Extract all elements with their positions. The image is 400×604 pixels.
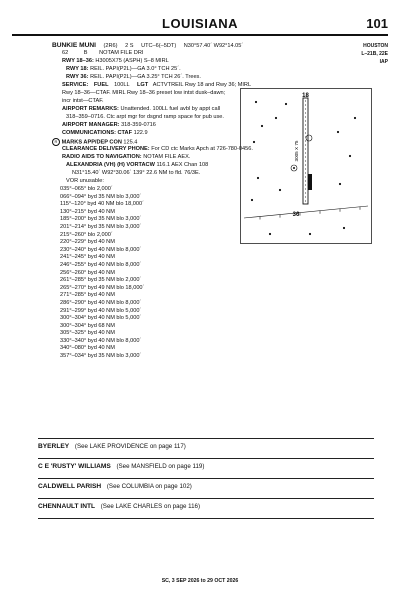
- section-rule-1: [38, 438, 374, 439]
- manager-text: 318-359-0716: [121, 122, 156, 128]
- state-title: LOUISIANA: [162, 16, 238, 31]
- approach-label: MARKS APP/DEP CON: [61, 139, 122, 146]
- page-number: 101: [366, 16, 388, 31]
- vortac-label: ALEXANDRIA (VH) (H) VORTACW: [66, 162, 155, 168]
- vor-unusable-item: 115°–120° byd 40 NM blo 18,000´: [60, 201, 144, 208]
- section-rule-4: [38, 498, 374, 499]
- vor-unusable-item: 300°–304° byd 68 NM: [60, 322, 115, 329]
- airport-name: BUNKIE MUNI: [52, 42, 96, 49]
- section-byerley: [38, 443, 186, 450]
- section-note: (See MANSFIELD on page 119): [116, 463, 205, 470]
- service-line3: incr intst—CTAF.: [62, 98, 104, 104]
- header-rule: [12, 34, 388, 36]
- clearance-line: [62, 146, 253, 154]
- rwy-top-label: 18: [302, 93, 309, 99]
- rwy36-label: RWY 36:: [66, 74, 89, 80]
- section-caldwell-parish: [38, 483, 192, 490]
- section-name: BYERLEY: [38, 443, 70, 450]
- vor-unusable-item: 340°–080° byd 40 NM: [60, 345, 115, 352]
- rwy-bottom-label: 36: [292, 212, 300, 218]
- vor-unusable-item: 246°–255° byd 40 NM blo 8,000´: [60, 261, 142, 268]
- airport-utc: UTC–6(–5DT): [141, 43, 177, 49]
- airport-fuel-grade: B: [83, 50, 88, 56]
- section-rule-2: [38, 458, 374, 459]
- airport-coords: N30°57.40´ W92°14.05´: [183, 43, 244, 49]
- radio-label: RADIO AIDS TO NAVIGATION:: [62, 154, 142, 160]
- section-note: (See LAKE PROVIDENCE on page 117): [74, 443, 186, 450]
- remarks-text: Unattended. 100LL fuel avbl by appt call: [120, 106, 221, 112]
- chart-label: L–21B, 22E: [361, 51, 388, 57]
- vor-unusable-item: 300°–304° byd 40 NM blo 5,000´: [60, 315, 142, 322]
- vor-unusable-item: 286°–290° byd 40 NM blo 8,000´: [60, 299, 142, 306]
- vor-unusable-item: 261°–285° byd 35 NM blo 2,000´: [60, 277, 142, 284]
- vor-unusable-item: 220°–229° byd 40 NM: [60, 239, 115, 246]
- powerline: [244, 206, 368, 220]
- vor-unusable-item: 357°–034° byd 35 NM blo 3,000´: [60, 353, 142, 360]
- rwy18-label: RWY 18:: [66, 66, 89, 72]
- vor-unusable-item: 185°–200° byd 35 NM blo 3,000´: [60, 216, 142, 223]
- clearance-text: For CD ctc Marks Apch at 726-780-0456.: [151, 146, 253, 152]
- radio-text: NOTAM FILE AEX.: [143, 154, 191, 160]
- footer-validity: SC, 3 SEP 2026 to 29 OCT 2026: [161, 578, 239, 584]
- fuel-text: 100LL: [114, 82, 130, 88]
- rwy-dims-label: 3005 X 75: [294, 140, 299, 162]
- vortac-position: N31°15.40´ W92°30.06´ 139° 22.6 NM to fld. 76/3E.: [72, 170, 201, 176]
- airport-notam: NOTAM FILE DRI: [99, 50, 144, 56]
- vor-unusable-item: 066°–094° byd 35 NM blo 3,000´: [60, 193, 142, 200]
- south-obstructions: [269, 227, 345, 235]
- comm-text: 122.9: [133, 130, 148, 136]
- vor-unusable-item: 201°–214° byd 35 NM blo 3,000´: [60, 223, 142, 230]
- airport-elev: 62: [62, 50, 69, 56]
- vor-unusable-item: 230°–240° byd 40 NM blo 8,000´: [60, 246, 142, 253]
- rwy36-text: REIL. PAPI(P2L)—GA 3.25° TCH 26´. Trees.: [90, 74, 201, 80]
- section-rule-3: [38, 478, 374, 479]
- manager-line: [62, 122, 156, 130]
- clearance-label: CLEARANCE DELIVERY PHONE:: [62, 146, 150, 152]
- airport-diagram: [240, 88, 372, 244]
- section-note: (See LAKE CHARLES on page 116): [100, 503, 201, 510]
- vor-unusable-item: 215°–260° blo 2,000´: [60, 231, 113, 238]
- vor-unusable-item: 130°–215° byd 40 NM: [60, 208, 115, 215]
- lgt-label: LGT: [136, 82, 149, 88]
- lgt-text: ACTVTREIL Rwy 18 and Rwy 36; MIRL: [152, 82, 252, 88]
- vor-unusable-item: 291°–299° byd 40 NM blo 5,000´: [60, 307, 142, 314]
- service-label: SERVICE:: [62, 82, 89, 88]
- airport-subline: [62, 50, 143, 58]
- comm-line: [62, 130, 148, 138]
- vor-unusable-item: 265°–270° byd 49 NM blo 18,000´: [60, 284, 145, 291]
- section-rusty-williams: [38, 463, 204, 470]
- section-name: CALDWELL PARISH: [38, 483, 102, 490]
- iap-label: IAP: [379, 59, 388, 65]
- apron: [308, 174, 312, 190]
- vor-unusable-item: 305°–325° byd 40 NM: [60, 330, 115, 337]
- airport-ident: (2R6): [103, 43, 118, 49]
- section-rule-5: [38, 518, 374, 519]
- rwy-label: RWY 18–36:: [62, 58, 94, 64]
- rwy18-text: REIL. PAPI(P2L)—GA 3.0° TCH 25´.: [90, 66, 181, 72]
- remarks-label: AIRPORT REMARKS:: [62, 106, 119, 112]
- vortac-text: 116.1 AEX Chan 108: [156, 162, 209, 168]
- vor-unusable-item: 271°–285° byd 40 NM: [60, 292, 115, 299]
- radio-line: [62, 154, 190, 162]
- beacon-dot: [293, 167, 295, 169]
- manager-label: AIRPORT MANAGER:: [62, 122, 120, 128]
- vor-unusable-item: 330°–340° byd 40 NM blo 8,000´: [60, 337, 142, 344]
- comm-label: COMMUNICATIONS: CTAF: [62, 130, 133, 136]
- rwy-text: H3005X75 (ASPH) S–8 MIRL: [95, 58, 169, 64]
- remarks-line: [62, 106, 220, 114]
- airport-distance: 2 S: [125, 43, 134, 49]
- section-note: (See COLUMBIA on page 102): [106, 483, 192, 490]
- radar-symbol-icon: R: [52, 138, 60, 146]
- service-line2: Rwy 18–36—CTAF. MIRL Rwy 18–36 preset low intst dusk–dawn;: [62, 90, 226, 96]
- vor-unusable-item: 256°–260° byd 40 NM: [60, 269, 115, 276]
- vor-unusable-item: 035°–065° blo 2,000´: [60, 186, 113, 192]
- vor-unusable-item: 241°–245° byd 40 NM: [60, 254, 115, 261]
- section-name: CHENNAULT INTL: [38, 503, 96, 510]
- vor-unusable-label: VOR unusable:: [66, 178, 104, 184]
- fuel-label: FUEL: [93, 82, 109, 88]
- vortac-line: [66, 162, 208, 170]
- approach-text: 125.4: [123, 139, 138, 146]
- remarks-line2: 318–359–0716. Ctc arpt mgr for dsgnd ramp space for pub use.: [66, 114, 224, 120]
- rwy18-line: [66, 66, 181, 74]
- rwy-line: [62, 58, 169, 66]
- rwy36-line: [66, 74, 201, 82]
- service-line: [62, 82, 251, 90]
- vor-unusable-list: [60, 186, 144, 361]
- section-name: C E 'RUSTY' WILLIAMS: [38, 463, 111, 470]
- section-chennault-intl: [38, 503, 200, 510]
- region-label: HOUSTON: [363, 43, 388, 49]
